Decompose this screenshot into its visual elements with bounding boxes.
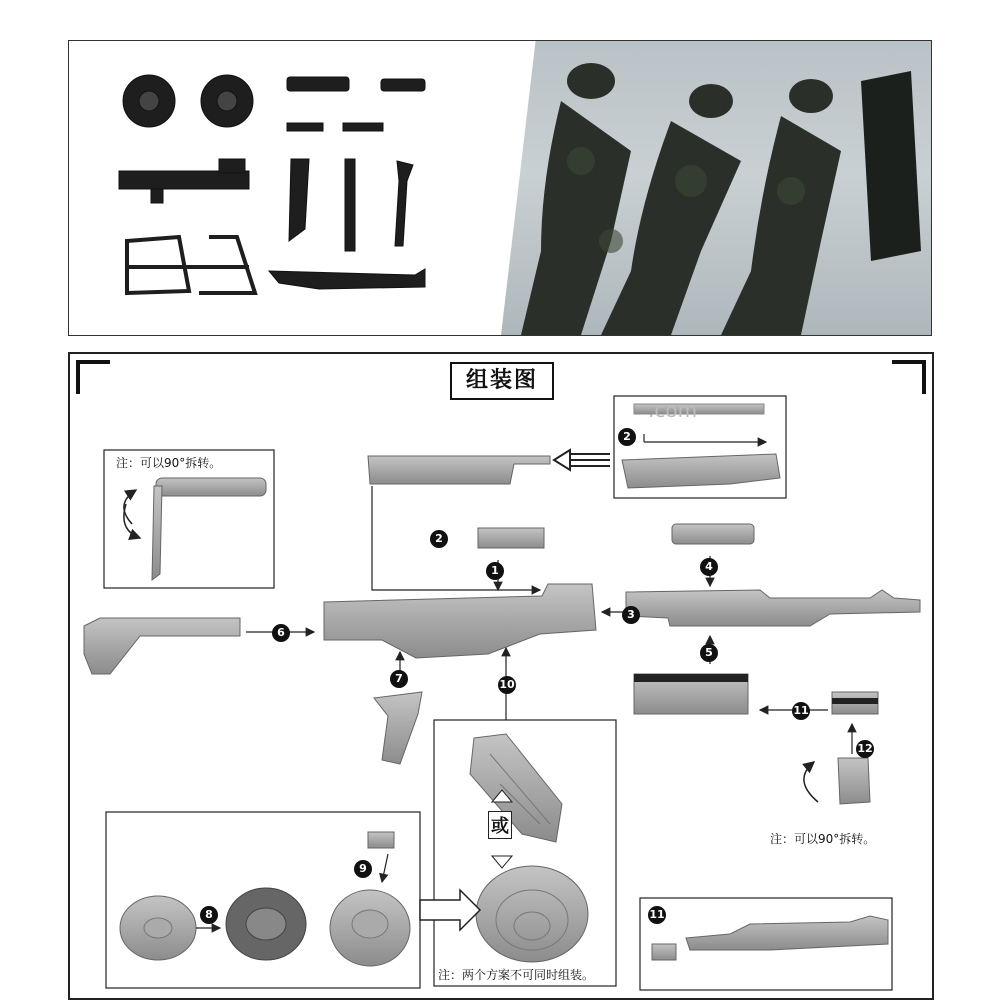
small-part-a xyxy=(287,123,323,131)
rotate-note-right: 注：可以90°拆转。 xyxy=(770,832,876,846)
step-badge: 1 xyxy=(486,562,504,580)
assembly-diagram xyxy=(68,352,934,1000)
gas-tube-part xyxy=(381,79,425,91)
magazine-note: 注：两个方案不可同时组装。 xyxy=(438,968,595,982)
pistol-grip-drawing xyxy=(374,692,422,764)
step-badge: 12 xyxy=(856,740,874,758)
parts-photo-panel xyxy=(68,40,932,336)
diagram-title: 组装图 xyxy=(450,362,554,400)
stock-part xyxy=(395,161,413,246)
step-badge: 10 xyxy=(498,676,516,694)
sprue-frame-part xyxy=(127,237,255,293)
step-badge: 9 xyxy=(354,860,372,878)
receiver-part xyxy=(119,171,249,189)
curved-magazine-part xyxy=(289,159,309,241)
rotate-note-left: 注：可以90°拆转。 xyxy=(116,456,222,470)
step-badge: 6 xyxy=(272,624,290,642)
barrel-assembly-part xyxy=(269,269,425,289)
parts-layout-image xyxy=(69,41,499,335)
step-badge: 2 xyxy=(430,530,448,548)
assembly-drawing xyxy=(70,354,932,998)
top-cover-drawing xyxy=(368,456,550,484)
rear-sight-part xyxy=(478,528,544,548)
step-badge: 11 xyxy=(648,906,666,924)
step-badge: 3 xyxy=(622,606,640,624)
muzzle-brake-drawing xyxy=(838,758,870,804)
gas-tube-drawing xyxy=(672,524,754,544)
step-badge: 2 xyxy=(618,428,636,446)
step-badge: 4 xyxy=(700,558,718,576)
step-badge: 7 xyxy=(390,670,408,688)
or-label: 或 xyxy=(488,811,512,839)
drum-magazine-drawing xyxy=(476,866,588,962)
small-part-b xyxy=(343,123,383,131)
watermark: .com xyxy=(648,398,698,422)
step-badge: 8 xyxy=(200,906,218,924)
stock-drawing xyxy=(84,618,240,674)
step-badge: 5 xyxy=(700,644,718,662)
step-badge: 11 xyxy=(792,702,810,720)
top-cover-part xyxy=(287,77,349,91)
barrel-drawing xyxy=(626,590,920,626)
receiver-drawing xyxy=(324,584,596,658)
soldiers-photo xyxy=(501,41,932,335)
handguard-part xyxy=(345,159,355,251)
